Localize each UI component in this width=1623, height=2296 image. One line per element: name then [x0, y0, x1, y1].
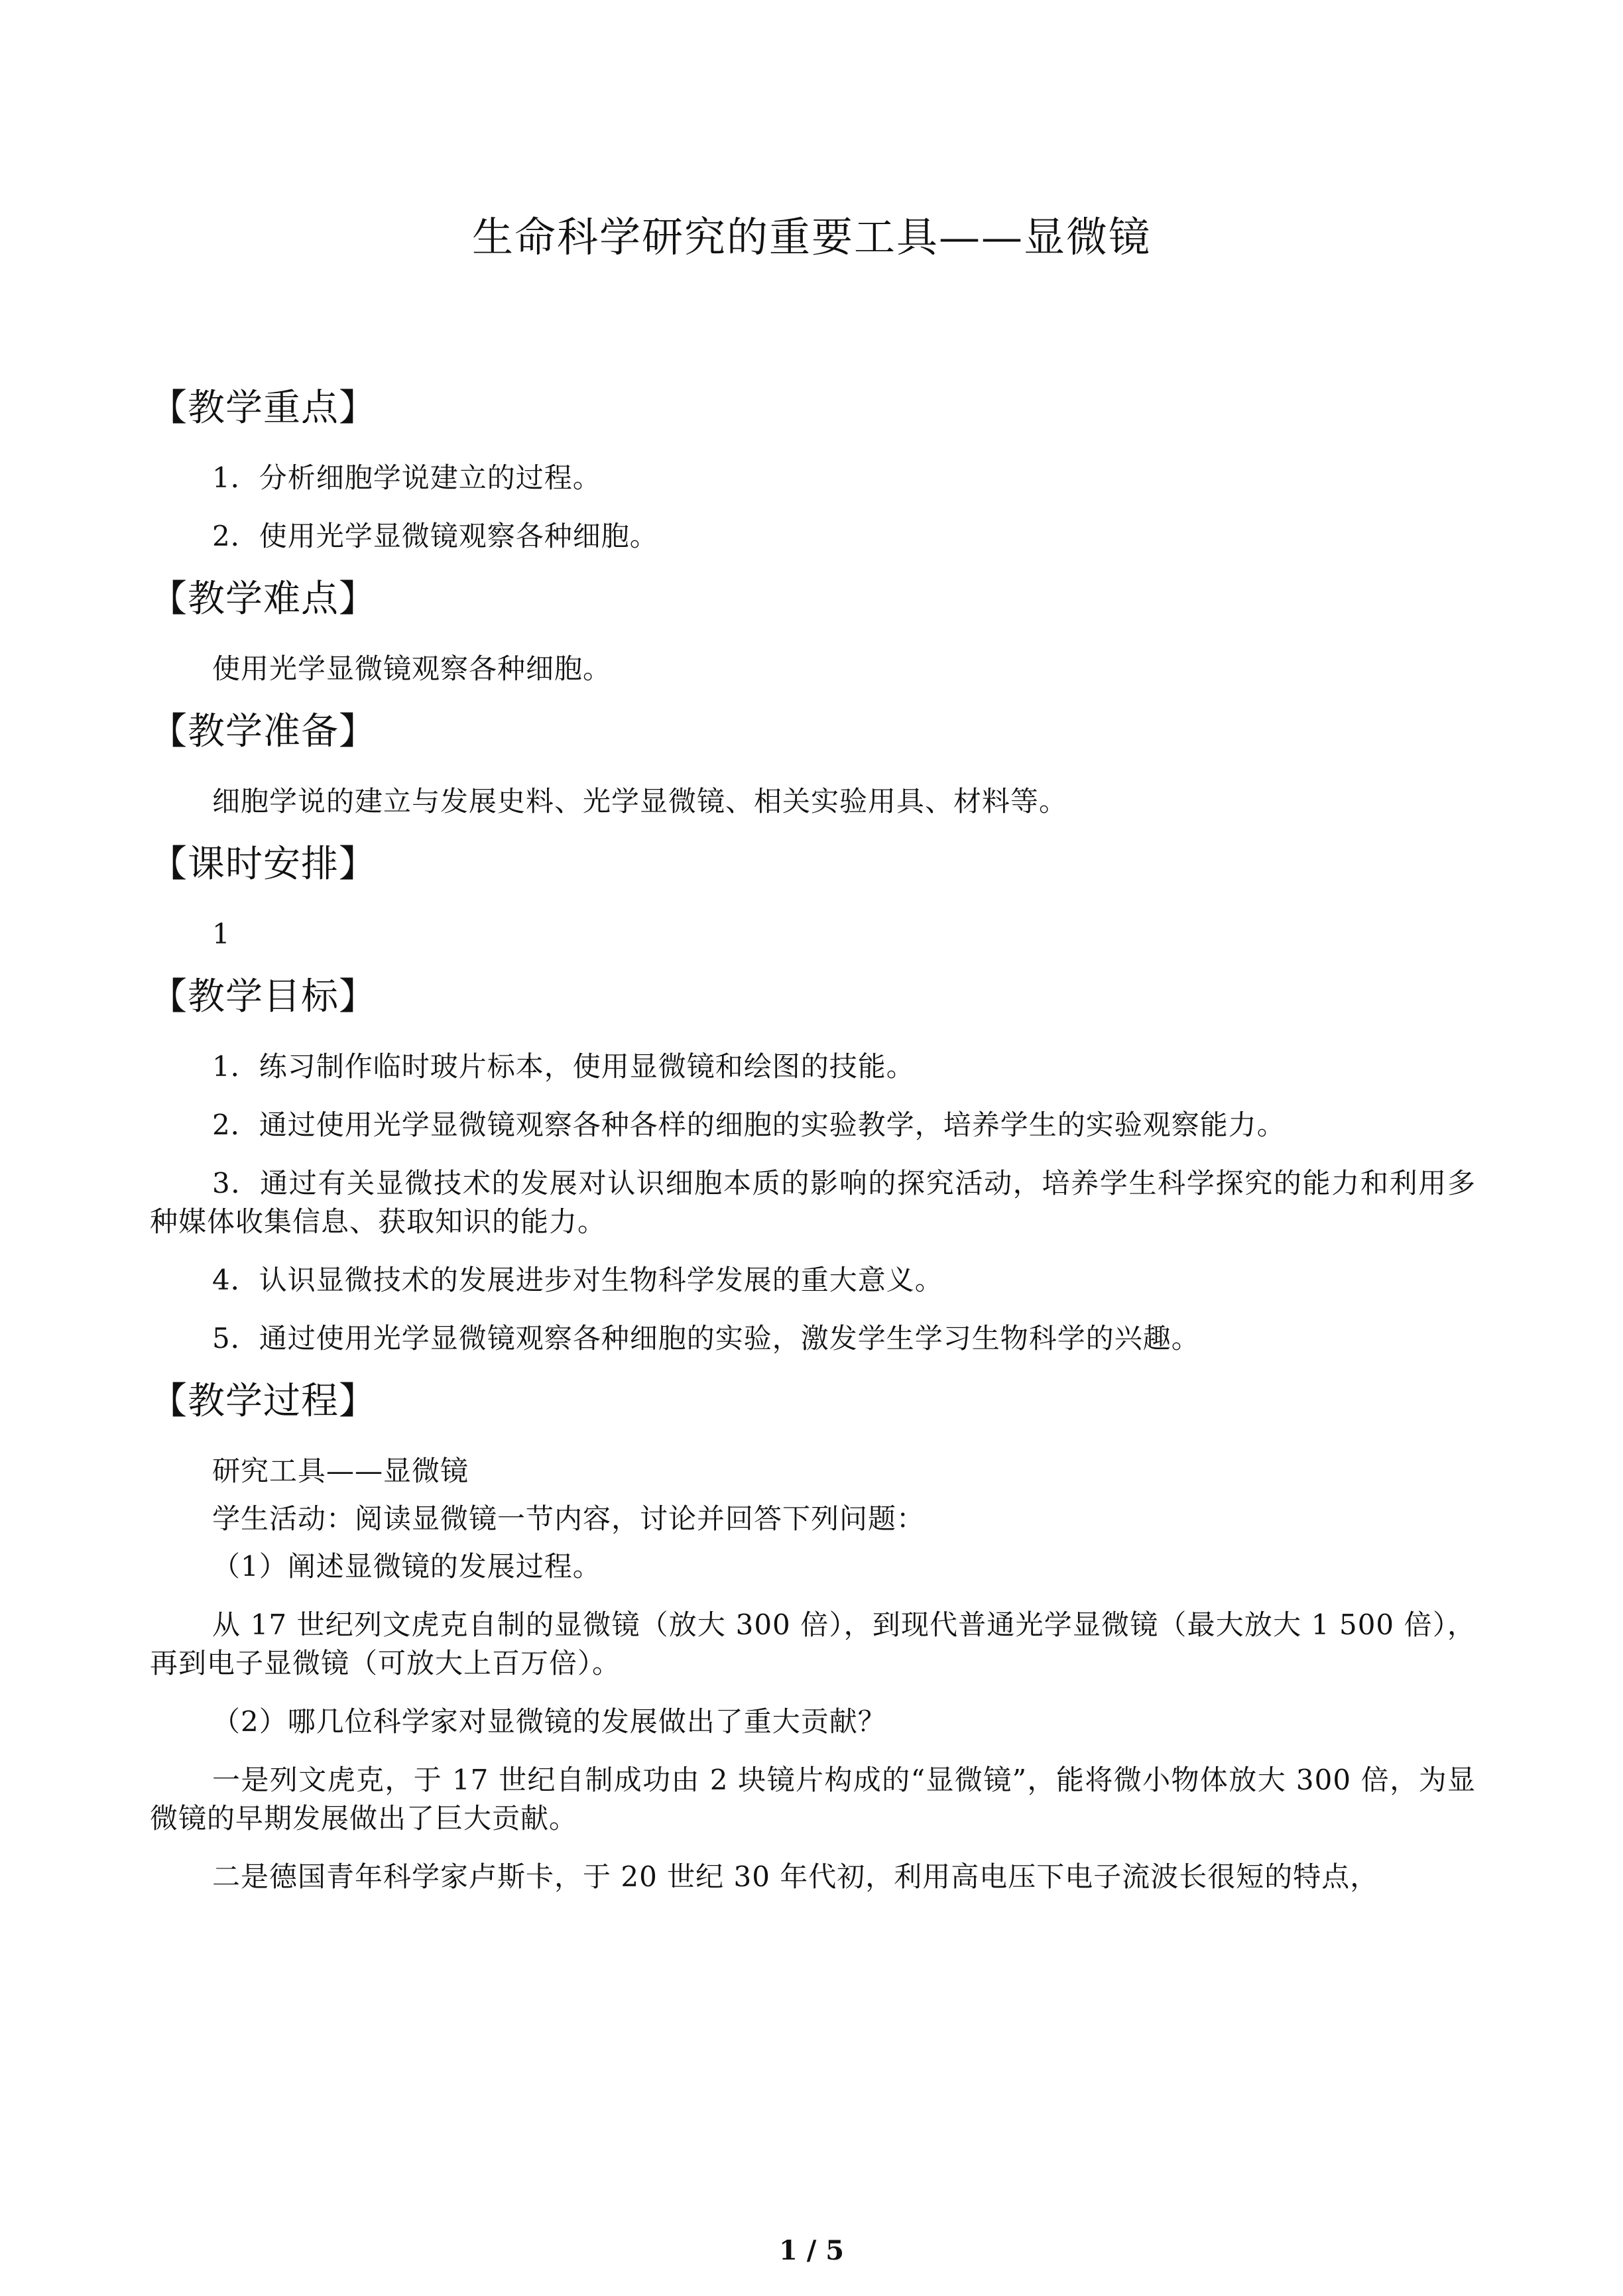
difficulty-item: 使用光学显微镜观察各种细胞。: [212, 652, 612, 685]
objective-item: 1．练习制作临时玻片标本，使用显微镜和绘图的技能。: [212, 1050, 915, 1083]
document-title: 生命科学研究的重要工具——显微镜: [471, 213, 1151, 261]
key-point-item: 2．使用光学显微镜观察各种细胞。: [212, 520, 658, 552]
page-number: 1 / 5: [778, 2235, 845, 2266]
objective-item: 3．通过有关显微技术的发展对认识细胞本质的影响的探究活动，培养学生科学探究的能力和利用多种媒体收集信息、获取知识的能力。: [150, 1167, 1476, 1238]
section-heading-process: 【教学过程】: [150, 1380, 377, 1423]
process-paragraph: 二是德国青年科学家卢斯卡，于 20 世纪 30 年代初，利用高电压下电子流波长很短的特点，: [212, 1860, 1379, 1893]
schedule-item: 1: [212, 918, 231, 950]
process-paragraph: 一是列文虎克，于 17 世纪自制成功由 2 块镜片构成的“显微镜”，能将微小物体放大 300 倍，为显微镜的早期发展做出了巨大贡献。: [150, 1764, 1476, 1835]
section-heading-schedule: 【课时安排】: [150, 843, 377, 886]
section-heading-difficulties: 【教学难点】: [150, 577, 377, 621]
section-heading-preparation: 【教学准备】: [150, 710, 377, 753]
document-body: [150, 385, 1476, 1896]
process-paragraph: 学生活动：阅读显微镜一节内容，讨论并回答下列问题：: [212, 1502, 926, 1535]
preparation-item: 细胞学说的建立与发展史料、光学显微镜、相关实验用具、材料等。: [212, 785, 1068, 817]
objective-item: 5．通过使用光学显微镜观察各种细胞的实验，激发学生学习生物科学的兴趣。: [212, 1322, 1200, 1355]
process-paragraph: 从 17 世纪列文虎克自制的显微镜（放大 300 倍），到现代普通光学显微镜（最大放大 1 500 倍），再到电子显微镜（可放大上百万倍）。: [150, 1608, 1476, 1679]
objective-item: 4．认识显微技术的发展进步对生物科学发展的重大意义。: [212, 1264, 943, 1296]
process-paragraph: （2）哪几位科学家对显微镜的发展做出了重大贡献？: [212, 1705, 886, 1738]
section-heading-key-points: 【教学重点】: [150, 387, 377, 430]
objective-item: 2．通过使用光学显微镜观察各种各样的细胞的实验教学，培养学生的实验观察能力。: [212, 1109, 1286, 1141]
key-point-item: 1．分析细胞学说建立的过程。: [212, 461, 601, 494]
process-paragraph: 研究工具——显微镜: [212, 1455, 469, 1487]
section-heading-objectives: 【教学目标】: [150, 975, 377, 1018]
process-paragraph: （1）阐述显微镜的发展过程。: [212, 1550, 601, 1583]
